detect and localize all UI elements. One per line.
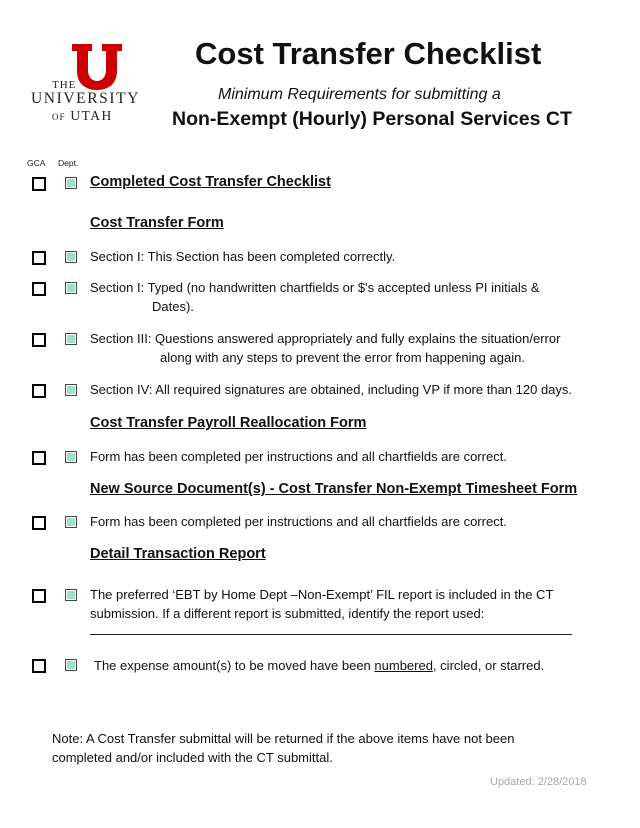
- dept-checkbox-completed[interactable]: [65, 177, 77, 189]
- gca-checkbox-expense[interactable]: [32, 659, 46, 673]
- gca-checkbox-completed[interactable]: [32, 177, 46, 191]
- logo-of: OF: [52, 112, 66, 122]
- gca-checkbox-section1-complete[interactable]: [32, 251, 46, 265]
- item-detail-report-line2: submission. If a different report is submitted, identify the report used:: [90, 606, 485, 621]
- dept-checkbox-source[interactable]: [65, 516, 77, 528]
- page-subtitle: Minimum Requirements for submitting a: [218, 86, 501, 103]
- logo-utah: UTAH: [70, 108, 113, 123]
- expense-text-post: , circled, or starred.: [432, 658, 545, 673]
- dept-checkbox-section1-typed[interactable]: [65, 282, 77, 294]
- university-of-utah-logo-icon: [72, 44, 122, 90]
- item-section1-typed-line1: Section I: Typed (no handwritten chartfields or $'s accepted unless PI initials &: [90, 280, 540, 295]
- note-line1: Note: A Cost Transfer submittal will be returned if the above items have not been: [52, 731, 515, 746]
- gca-checkbox-payroll[interactable]: [32, 451, 46, 465]
- dept-checkbox-section3[interactable]: [65, 333, 77, 345]
- dept-checkbox-payroll[interactable]: [65, 451, 77, 463]
- updated-date: Updated: 2/28/2018: [490, 776, 587, 788]
- logo-university: UNIVERSITY: [31, 90, 140, 107]
- section-heading-detail-transaction-report: Detail Transaction Report: [90, 546, 266, 562]
- item-completed-checklist: Completed Cost Transfer Checklist: [90, 174, 331, 190]
- section-heading-new-source-document: New Source Document(s) - Cost Transfer Non-Exempt Timesheet Form: [90, 481, 578, 497]
- gca-checkbox-detail-report[interactable]: [32, 589, 46, 603]
- column-header-dept: Dept.: [58, 158, 79, 168]
- column-header-gca: GCA: [27, 158, 46, 168]
- item-detail-report: [90, 585, 553, 623]
- item-section1-complete: Section I: This Section has been completed correctly.: [90, 249, 396, 264]
- page-title-secondary: Non-Exempt (Hourly) Personal Services CT: [172, 108, 572, 130]
- expense-text-numbered: numbered: [374, 658, 433, 673]
- gca-checkbox-source[interactable]: [32, 516, 46, 530]
- section-heading-payroll-reallocation: Cost Transfer Payroll Reallocation Form: [90, 415, 367, 431]
- gca-checkbox-section1-typed[interactable]: [32, 282, 46, 296]
- section-heading-cost-transfer-form: Cost Transfer Form: [90, 215, 224, 231]
- dept-checkbox-section1-complete[interactable]: [65, 251, 77, 263]
- item-section3-line1: Section III: Questions answered appropriately and fully explains the situation/error: [90, 331, 561, 346]
- dept-checkbox-section4[interactable]: [65, 384, 77, 396]
- item-section4: Section IV: All required signatures are obtained, including VP if more than 120 days.: [90, 382, 573, 397]
- item-source-form: Form has been completed per instructions and all chartfields are correct.: [90, 514, 507, 529]
- note-line2: completed and/or included with the CT submittal.: [52, 750, 333, 765]
- dept-checkbox-detail-report[interactable]: [65, 589, 77, 601]
- item-detail-report-line1: The preferred ‘EBT by Home Dept –Non-Exempt’ FIL report is included in the CT: [90, 587, 554, 602]
- note: [52, 729, 514, 767]
- item-expense-amounts: [94, 656, 544, 675]
- item-section3-line2: along with any steps to prevent the error from happening again.: [160, 350, 525, 365]
- logo-the: THE: [52, 79, 77, 91]
- item-section1-typed-line2: Dates).: [152, 299, 194, 314]
- gca-checkbox-section4[interactable]: [32, 384, 46, 398]
- logo-of-utah: [52, 108, 113, 124]
- page-title: Cost Transfer Checklist: [195, 36, 542, 71]
- item-section3: [90, 329, 560, 367]
- item-section1-typed: [90, 278, 540, 316]
- report-name-blank-line[interactable]: [90, 634, 572, 635]
- item-payroll-form: Form has been completed per instructions and all chartfields are correct.: [90, 449, 507, 464]
- expense-text-pre: The expense amount(s) to be moved have been: [94, 658, 375, 673]
- gca-checkbox-section3[interactable]: [32, 333, 46, 347]
- dept-checkbox-expense[interactable]: [65, 659, 77, 671]
